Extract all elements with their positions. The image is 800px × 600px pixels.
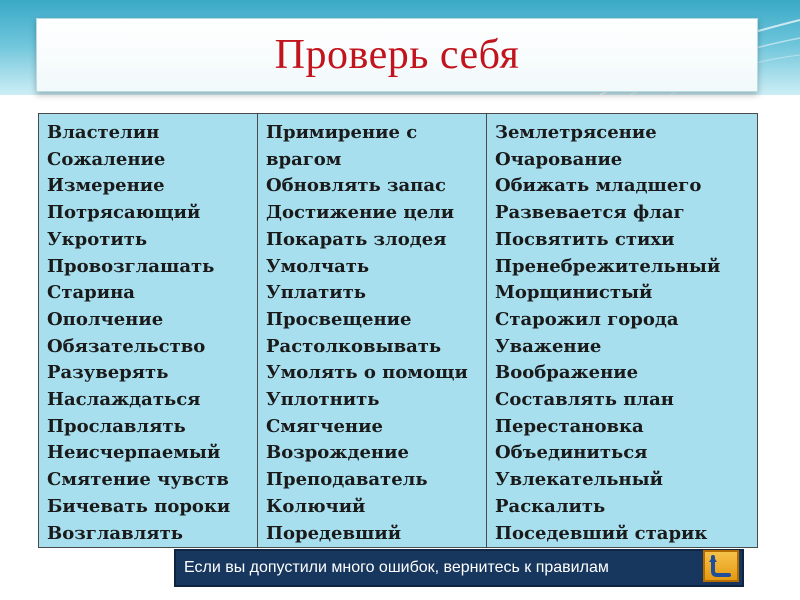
word-item: Старожил города <box>495 308 679 330</box>
word-item: Покарать злодея <box>266 228 447 250</box>
word-item: Просвещение <box>266 308 412 330</box>
word-item: Очарование <box>495 148 623 170</box>
word-item: Колючий <box>266 495 366 517</box>
word-item: Поредевший <box>266 522 402 544</box>
word-item: Провозглашать <box>47 255 215 277</box>
word-item: Властелин <box>47 122 160 143</box>
word-item: Возрождение <box>266 442 409 464</box>
word-item: Составлять план <box>495 389 674 411</box>
word-item: Обязательство <box>47 335 206 357</box>
footer-hint-text: Если вы допустили много ошибок, вернитесь к правилам <box>184 559 609 576</box>
word-item: Укротить <box>47 228 148 250</box>
word-item: Прославлять <box>47 415 186 437</box>
title-box <box>36 18 758 92</box>
return-arrow-icon <box>708 554 734 578</box>
word-item: Достижение цели <box>266 202 455 224</box>
word-item: Растолковывать <box>266 335 442 357</box>
word-item: Возглавлять <box>47 522 183 544</box>
word-item: Посвятить стихи <box>495 228 675 250</box>
word-item: Поседевший старик <box>495 522 708 544</box>
word-item: Ополчение <box>47 308 164 330</box>
word-table <box>38 113 758 548</box>
word-item: Уважение <box>495 335 602 357</box>
word-item: Землетрясение <box>495 122 657 143</box>
word-item: Обновлять запас <box>266 175 446 197</box>
word-item: Объединиться <box>495 442 648 464</box>
word-column-2 <box>258 114 487 548</box>
word-item: Примирение с врагом <box>266 122 418 170</box>
word-item: Преподаватель <box>266 469 428 491</box>
word-item: Воображение <box>495 362 639 384</box>
word-item: Морщинистый <box>495 282 653 304</box>
word-item: Бичевать пороки <box>47 495 231 517</box>
word-item: Раскалить <box>495 495 606 517</box>
word-column-3 <box>487 114 758 548</box>
word-item: Уплатить <box>266 282 367 304</box>
word-item: Уплотнить <box>266 389 380 411</box>
word-item: Неисчерпаемый <box>47 442 221 464</box>
word-item: Потрясающий <box>47 202 201 224</box>
word-item: Увлекательный <box>495 469 664 491</box>
word-item: Умолять о помощи <box>266 362 468 384</box>
word-item: Развевается флаг <box>495 202 685 224</box>
footer-hint-bar <box>174 549 744 587</box>
word-item: Пренебрежительный <box>495 255 721 277</box>
word-item: Обижать младшего <box>495 175 702 197</box>
word-item: Наслаждаться <box>47 389 201 411</box>
return-button[interactable] <box>703 550 739 582</box>
word-item: Измерение <box>47 175 165 197</box>
word-column-1 <box>39 114 258 548</box>
page-title: Проверь себя <box>274 32 520 78</box>
table-row <box>39 114 758 548</box>
word-item: Старина <box>47 282 135 304</box>
word-item: Смягчение <box>266 415 383 437</box>
word-item: Перестановка <box>495 415 644 437</box>
word-item: Смятение чувств <box>47 469 229 491</box>
word-item: Сожаление <box>47 148 166 170</box>
word-item: Умолчать <box>266 255 370 277</box>
word-item: Разуверять <box>47 362 169 384</box>
